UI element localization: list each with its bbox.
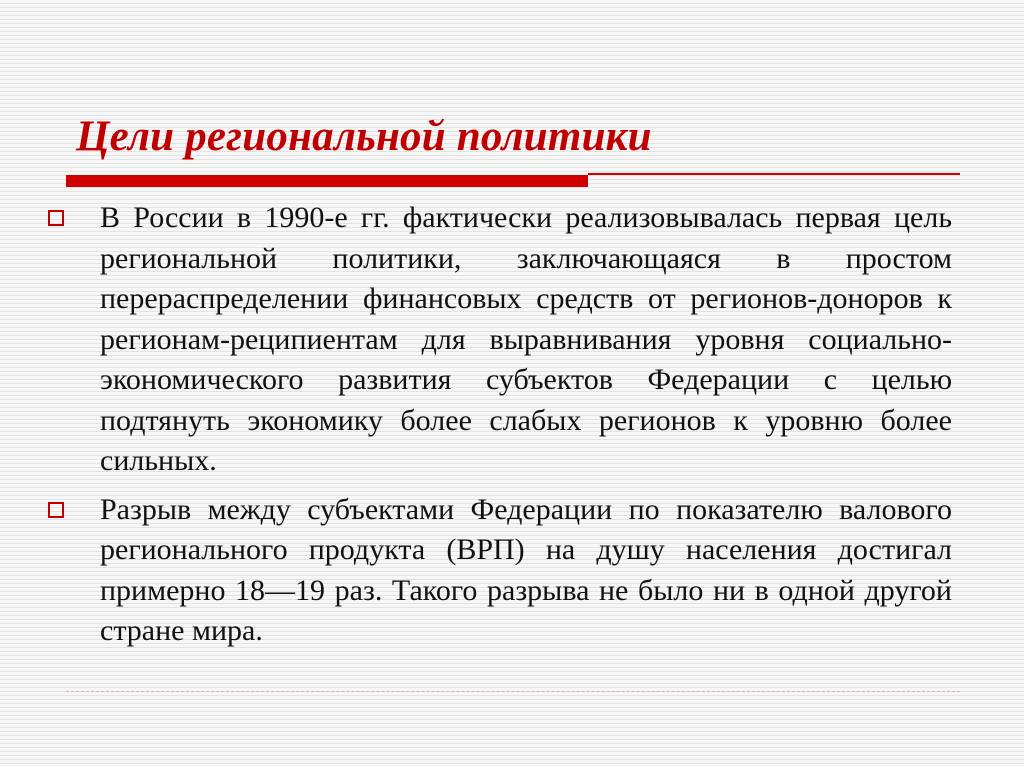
title-underline-thin	[588, 173, 960, 175]
title-underline-thick	[66, 175, 588, 187]
hollow-square-icon	[48, 502, 64, 518]
bullet-item-2	[48, 490, 952, 652]
slide-title: Цели региональной политики	[76, 113, 652, 160]
bottom-divider	[66, 691, 960, 692]
bullet-list	[48, 198, 952, 660]
bullet-text-1: В России в 1990-е гг. фактически реализовывалась первая цель региональной политики, заключающаяся в простом перераспределении финансовых средств от регионов-доноров к регионам-реципиентам для выравнивания уровня социально-экономического развития субъектов Федерации с целью подтянуть экономику более слабых регионов к уровню более сильных.	[100, 201, 952, 477]
bullet-item-1	[48, 198, 952, 482]
hollow-square-icon	[48, 210, 64, 226]
bullet-text-2: Разрыв между субъектами Федерации по показателю валового регионального продукта (ВРП) на душу населения достигал примерно 18—19 раз. Такого разрыва не было ни в одной другой стране мира.	[100, 492, 952, 647]
